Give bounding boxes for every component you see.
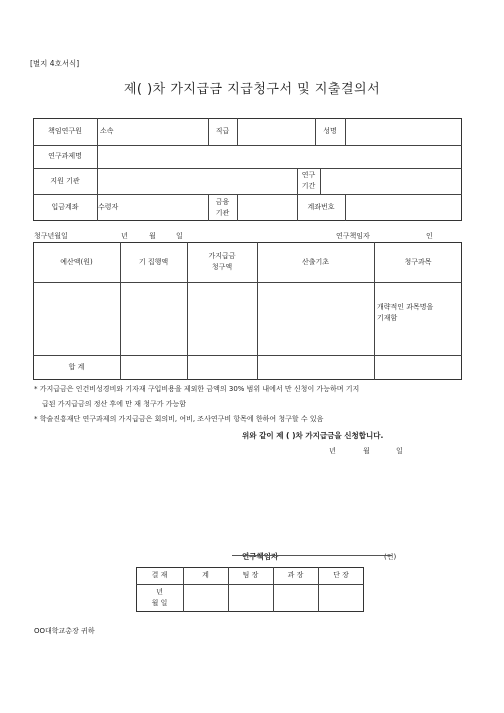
header-claim-amount: 가지급금 청구액 xyxy=(208,252,236,271)
application-statement: 위와 같이 제 ( )차 가지급금을 신청합니다. xyxy=(242,431,384,440)
claim-month: 월 xyxy=(149,232,156,240)
bank-label: 금융 기관 xyxy=(215,197,230,217)
header-subject: 청구과목 xyxy=(404,257,432,266)
approval-role-staff: 계 xyxy=(202,571,209,579)
name-label: 성명 xyxy=(323,127,337,135)
agency-label: 지원 기관 xyxy=(50,176,80,185)
principal-investigator-label: 연구책임자 xyxy=(336,232,370,240)
header-executed: 기 집행액 xyxy=(138,257,169,266)
signature-line xyxy=(232,555,392,556)
header-budget: 예산액(원) xyxy=(60,257,93,266)
signature-label: 연구책임자 xyxy=(242,552,279,561)
statement-month: 월 xyxy=(363,447,370,455)
account-label: 입금계좌 xyxy=(51,203,79,211)
note-line-1: * 가지급금은 인건비성경비와 기자재 구입비용을 제외한 금액의 30% 범위 내에서 만 신청이 가능하며 기지 xyxy=(34,385,360,393)
holder-label: 수령자 xyxy=(98,203,119,211)
position-label: 직급 xyxy=(215,127,230,135)
total-label: 합 계 xyxy=(68,363,85,371)
note-line-3: * 학술진흥재단 연구과제의 가지급금은 회의비, 여비, 조사연구비 항목에 한하여 청구할 수 있음 xyxy=(34,415,324,423)
approval-role-section-chief: 과 장 xyxy=(287,571,304,579)
statement-year: 년 xyxy=(329,447,336,455)
claim-date-label: 청구년월일 xyxy=(34,232,68,240)
note-line-2: 급된 가지급금의 정산 후에 만 재 청구가 가능함 xyxy=(42,400,187,408)
seal-mark: 인 xyxy=(426,232,433,240)
approval-role-director: 단 장 xyxy=(333,571,349,579)
addressee: OO대학교총장 귀하 xyxy=(34,627,95,635)
approval-role-team-lead: 팀 장 xyxy=(242,571,259,579)
approval-label: 결 재 xyxy=(151,571,168,579)
account-number-label: 계좌번호 xyxy=(307,203,335,211)
dept-label: 소속 xyxy=(100,127,114,135)
project-label: 연구과제명 xyxy=(48,152,82,160)
header-basis: 산출기초 xyxy=(301,257,330,266)
claim-day: 일 xyxy=(176,232,183,240)
claim-year: 년 xyxy=(121,232,128,240)
subject-note: 개략적인 과목명을 기재함 xyxy=(377,303,434,322)
researcher-label: 책임연구원 xyxy=(48,127,82,135)
approval-date: 년 월 일 xyxy=(151,588,168,607)
signature-seal: (인) xyxy=(384,553,397,561)
statement-day: 일 xyxy=(396,447,403,455)
form-number: [별지 4호서식] xyxy=(30,59,80,68)
period-label: 연구 기간 xyxy=(301,171,316,190)
document-title: 제( )차 가지급금 지급청구서 및 지출결의서 xyxy=(123,82,381,97)
